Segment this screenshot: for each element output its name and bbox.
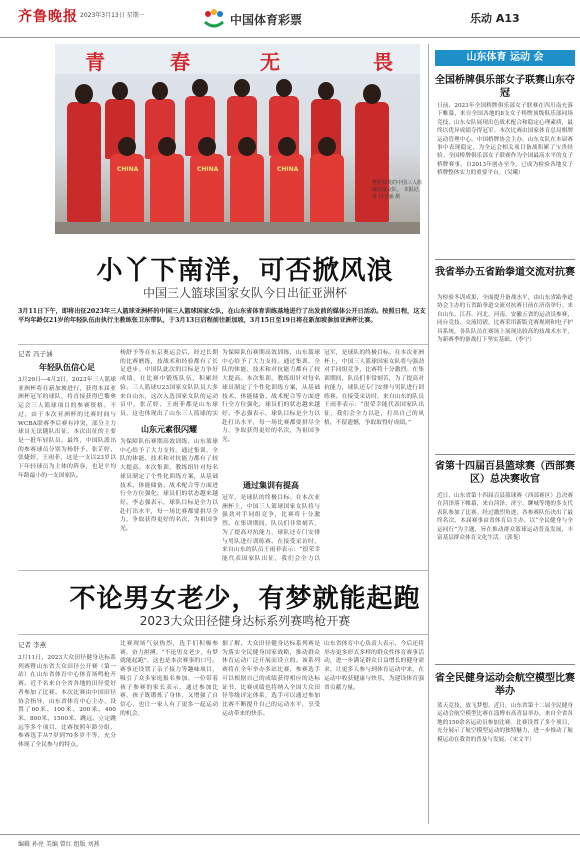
sidebar-story-title: 省全民健身运动会航空模型比赛举办 xyxy=(435,673,575,697)
sidebar-badge: 山东体育 运动 会 xyxy=(435,50,575,66)
team-member xyxy=(67,102,101,222)
editor-credits: 编辑 孙亮 美编 曾红 组版 刘燕 xyxy=(18,841,100,848)
article2-byline: 记者 李燕 xyxy=(18,641,47,649)
issue-date: 2023年3月13日 星期一 xyxy=(80,12,145,19)
player-head xyxy=(238,137,256,156)
article2-subheadline: 2023大众田径健身达标系列赛鸣枪开赛 xyxy=(139,614,351,628)
lottery-banner xyxy=(200,6,390,34)
team-member-head xyxy=(318,82,334,100)
article1-headline: 小丫下南洋，可否掀风浪 xyxy=(96,256,394,286)
team-member-head xyxy=(363,84,381,104)
page-header xyxy=(0,0,580,38)
column-divider xyxy=(428,44,429,824)
team-photo xyxy=(55,44,423,234)
article2-headline: 不论男女老少，有梦就能起跑 xyxy=(69,584,421,614)
sidebar-story-body: 日前，2023年全国桥牌俱乐部女子联赛在四川南充落下帷幕，来自全国各地的8支女子桥牌顶级俱乐部同场竞技，山东女队展现出色战术配合和稳定心理素质，最终以优异成绩夺得冠军。本次比赛由国家体育总局棋牌运动管理中心、中国桥牌协会主办。山东女队在本届赛事中表现稳定，为全运会相关项目备战积累了宝贵经验。全国桥牌俱乐部女子联赛作为全国最高水平的女子桥牌赛事，自2013年创办至今，已成为检验各地女子桥牌整体实力的重要平台。（吴曦） xyxy=(437,103,573,177)
article1-subhead: 年轻队伍信心足 xyxy=(39,363,95,372)
article1-column: 为保障队伍赛期高效训练，山东篮球中心给予了大力支持。通过集训，全队的体能、技术和对抗能力都有了较大提高。本次集训，教练组针对每名球员制定了个性化训练方案，从基础技术、体能储备、战术配合等方面进行全方位强化，球员们的状态越来越好。李志强表示，球队目标是全力以赴打出水平，每一场比赛都要拼尽全力，争取获得更好的名次，为祖国争光。 xyxy=(222,350,320,444)
article2-column: 比赛现场气氛热烈，选手们积极参赛，奋力拼搏。“不论男女老少，有梦就能起跑”，这也是本次赛事的口号。赛事还设置了亲子接力等趣味项目，吸引了众多家庭报名参加。一位带着孩子参赛的家长表示，通过参加比赛，孩子既锻炼了身体，又增强了自信心，也让一家人有了更多一起运动的机会。 xyxy=(120,641,218,717)
divider xyxy=(435,454,575,455)
divider xyxy=(435,664,575,665)
player-head xyxy=(198,137,216,156)
article1-byline: 记者 冯子涵 xyxy=(18,350,53,358)
article1-subhead: 通过集训有提高 xyxy=(243,481,299,490)
jersey-text: CHINA xyxy=(277,166,299,173)
player xyxy=(270,154,304,224)
jersey-text: CHINA xyxy=(197,166,219,173)
photo-caption: 整装待发的中国三人篮球国家女队。 本报记者 冯子涵 摄 xyxy=(372,180,423,200)
article1-column: 为保障队伍赛期高效训练，山东篮球中心给予了大力支持。通过集训，全队的体能、技术和对抗能力都有了较大提高。本次集训，教练组针对每名球员制定了个性化训练方案，从基础技术、体能储备、战术配合等方面进行全方位强化，球员们的状态越来越好。李志强表示，球队目标是全力以赴打出水平，每一场比赛都要拼尽全力，争取获得更好的名次，为祖国争光。 xyxy=(120,439,218,533)
section-label: 乐动 A13 xyxy=(470,12,520,25)
sidebar-story-title: 我省举办五省跆拳道交流对抗赛 xyxy=(435,267,575,278)
sidebar-story-body: 近日，山东省第十四届百县篮球赛（西部赛区）总决赛在菏泽落下帷幕，来自菏泽、济宁、聊城等地的多支代表队参加了比赛。经过激烈角逐，各参赛队伍决出了最终名次，本届赛事由省体育局主办，以“全民健身与全运同行”为主题，旨在推动群众篮球运动普及发展，丰富基层群众体育文化生活。（郭斐） xyxy=(437,493,573,542)
sidebar xyxy=(435,44,575,814)
article1-lead: 3月11日下午，即将出征2023年三人篮球亚洲杯的中国三人篮球国家女队，在山东省体育训练基地进行了出发前的媒体公开日活动。按照日程，这支平均年龄仅21岁的年轻队伍由执行主教练张卫东带队，于3月13日启程前往新加坡，3月15日至19日将在新加坡参加亚洲杯比赛。 xyxy=(18,308,426,324)
article1-subheadline: 中国三人篮球国家女队今日出征亚洲杯 xyxy=(142,286,347,300)
banner-char: 无 xyxy=(260,50,280,74)
page-footer xyxy=(0,834,580,851)
team-member-head xyxy=(234,79,250,97)
player xyxy=(230,154,264,224)
article1-column: 冠军，是球队的终极目标。在本次亚洲杯上，中国三人篮球国家女队将与强劲对手同组竞争，比赛将十分激烈。在集训期间，队员们非常刻苦，为了提高对抗能力，球队还专门安排与男队进行训练赛。在接受采访时，来自山东的队员王雨菲表示：“很荣幸能代表国家队出征，我们会全力以 xyxy=(222,495,320,562)
player-head xyxy=(158,137,176,156)
player xyxy=(190,154,224,224)
article2-column: 山东省体育中心负责人表示，今后还将举办更多形式多样的群众性体育赛事活动，进一步满足群众日益增长的健身需求，让更多人参与到体育运动中来，在运动中收获健康与快乐，为建设体育强省贡献力量。 xyxy=(324,641,424,691)
sidebar-story-body: 为检验冬训成果，全面提升备战水平，由山东省跆拳道协会主办的五省跆拳道交流对抗赛日前在济南举行。来自山东、江苏、河北、河南、安徽五省的运动员参赛，同台竞技、交流切磋，比赛采用新版竞赛规则和电子护具系统，各队队员在赛场上展现出较高的技战术水平，为新赛季的备战打下坚实基础。（李宁） xyxy=(437,295,573,344)
team-member-head xyxy=(75,84,93,104)
player-head xyxy=(118,137,136,156)
banner-char: 青 xyxy=(85,50,105,74)
lottery-title: 中国体育彩票 xyxy=(230,13,303,27)
article1-column: 冠军，是球队的终极目标。在本次亚洲杯上，中国三人篮球国家女队将与强劲对手同组竞争，比赛将十分激烈。在集训期间，队员们非常刻苦，为了提高对抗能力，球队还专门安排与男队进行训练赛。在接受采访时，来自山东的队员王雨菲表示：“很荣幸能代表国家队出征，我们会全力以赴，打出自己的风格，不留遗憾，争取取得好成绩。” xyxy=(324,350,424,426)
divider xyxy=(18,344,428,345)
team-member-head xyxy=(276,79,292,97)
photo-banner xyxy=(55,44,420,74)
player xyxy=(150,154,184,224)
team-member xyxy=(355,102,389,222)
newspaper-logo: 齐鲁晚报 xyxy=(18,9,78,25)
article1-subhead: 山东元素很闪耀 xyxy=(141,425,197,434)
player-head xyxy=(318,137,336,156)
sidebar-story-title: 省第十四届百县篮球赛（西部赛区）总决赛收官 xyxy=(435,461,575,485)
divider xyxy=(18,634,428,635)
team-member-head xyxy=(192,79,208,97)
player xyxy=(310,154,344,224)
article2-column: 据了解，大众田径健身达标系列赛是为落实全民健身国家战略，推动群众体育运动广泛开展而设立的。该系列赛将在全年举办多站比赛，参赛选手可以根据自己的成绩获得相应的达标证书，比赛成绩也将纳入全国大众田径等级评定体系，选手可以通过参加比赛不断提升自己的运动水平，享受运动带来的快乐。 xyxy=(222,641,320,717)
sidebar-story-title: 全国桥牌俱乐部女子联赛山东夺冠 xyxy=(435,75,575,99)
banner-char: 春 xyxy=(170,50,190,74)
team-member-head xyxy=(112,82,128,100)
lottery-logo-icon xyxy=(202,8,226,32)
player xyxy=(110,154,144,224)
divider xyxy=(435,259,575,260)
banner-char: 畏 xyxy=(373,50,393,74)
article2-column: 3月11日，2023大众田径健身达标系列赛暨山东省大众田径公开赛（第一站）在山东省体育中心体育场鸣枪开赛。近千名来自全省各地的田径爱好者参加了比赛。本次比赛由中国田径协会指导，山东省体育中心主办，设置了60米、100米、200米、400米、800米、1500米、跳远、立定跳远等多个项目，比赛按照年龄分组，参赛选手从7岁到70多岁不等，充分体现了全民参与的特点。 xyxy=(18,655,116,749)
photo-floor xyxy=(55,222,420,234)
sidebar-story-body: 蓝天竞技，放飞梦想。近日，山东省第十二届全民健身运动会航空模型比赛在淄博市高青县举办，来自全省各地的150余名运动员参加比赛。比赛设置了多个项目，充分展示了航空模型运动的独特魅力，进一步推动了航模运动在我省的普及与发展。（宋文平） xyxy=(437,703,573,743)
divider xyxy=(18,570,428,571)
team-member-head xyxy=(152,82,168,100)
article1-column: 杨舒予等在东京奥运会后，经过长期的比赛磨练，技战术和经验都有了长足进步。中国队此次的目标是力争好成绩，在比赛中锻炼队伍、积累经验。三人篮球U23国家女队队员大多来自山东，这次入选国家女队的运动员中，张芷婷、王雨菲都是山东球员，这也体现出了山东三人篮球的实 xyxy=(120,350,218,417)
article1-column: 3月29日—4月2日，2023年三人篮球亚洲杯将在新加坡进行，获得本届亚洲杯冠军的球队，将直接获得巴黎奥运会三人篮球项目的参赛资格。不过，由于本次亚洲杯的比赛时间与WCBA联赛季后赛有冲突，部分主力球员无法随队出征，本次出征的主要是一批年轻队员。最终，中国队派出的参赛球员分别为杨舒予、张芷婷、张婕婷、王雨菲，这是一支以23岁以下年轻球员为主体的阵容，也是平均年龄最小的一支国家队。 xyxy=(18,377,116,479)
player-head xyxy=(278,137,296,156)
jersey-text: CHINA xyxy=(117,166,139,173)
